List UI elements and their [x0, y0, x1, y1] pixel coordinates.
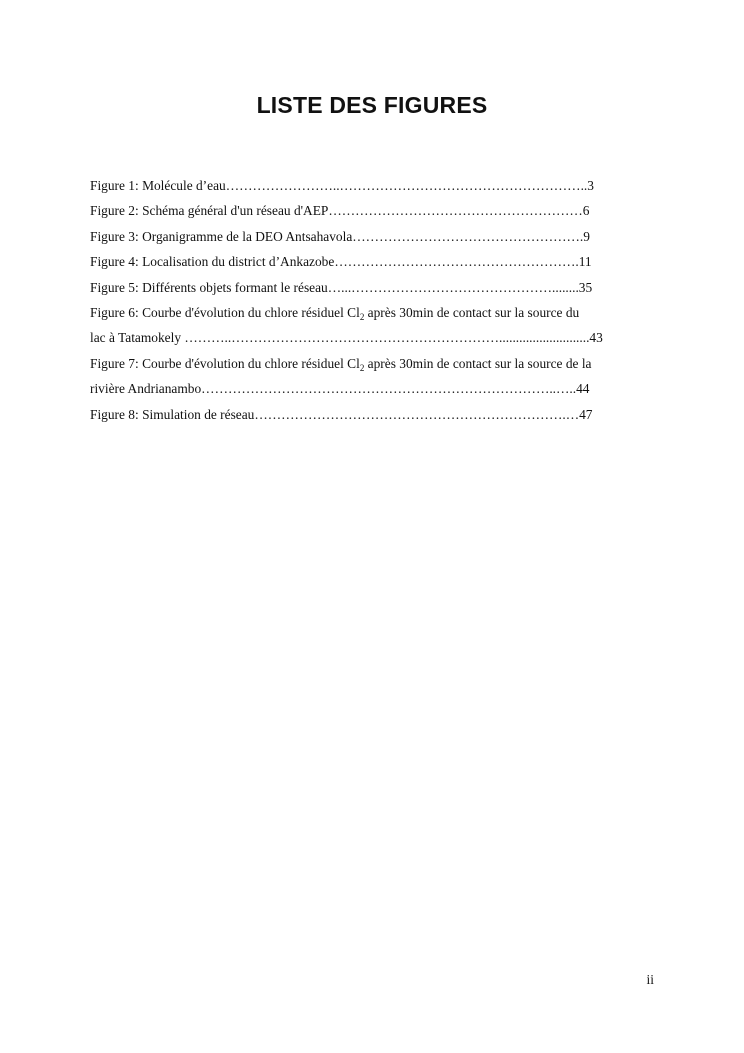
figure-entry-8: Figure 8: Simulation de réseau…………………………………………………………….…47 [90, 406, 593, 422]
figure-entry-7-subscript: 2 [359, 362, 365, 373]
page-number: ii [646, 972, 654, 987]
figure-entry-5: Figure 5: Différents objets formant le réseau…...………………………………………........35 [90, 279, 593, 295]
figure-entry-2: Figure 2: Schéma général d'un réseau d'AEP…………………………………………………6 [90, 203, 590, 219]
figure-entry-3: Figure 3: Organigramme de la DEO Antsahavola…………………………………………….9 [90, 228, 590, 244]
figure-entry-6-line-1 [90, 300, 653, 325]
page-title: LISTE DES FIGURES [256, 92, 488, 118]
figure-entry-7-line-1 [90, 351, 653, 376]
figure-entry-6-text-a: Figure 6: Courbe d'évolution du chlore résiduel Cl [90, 305, 360, 321]
figure-entry-6-text-b: après 30min de contact sur la source du [364, 305, 580, 321]
figure-list [90, 173, 653, 427]
figure-entry-7-line-2: rivière Andrianambo……………………………………………………………………..…..44 [90, 381, 590, 397]
figure-entry-6 [90, 300, 653, 351]
figure-entry-7-text-b: après 30min de contact sur la source de la [364, 355, 592, 371]
figure-entry-7-text-a: Figure 7: Courbe d'évolution du chlore résiduel Cl [90, 355, 360, 371]
figure-entry-6-line-2: lac à Tatamokely ………..……………………………………………………...........................43 [90, 330, 603, 346]
figure-entry-4: Figure 4: Localisation du district d’Ankazobe……………………………………………….11 [90, 254, 592, 270]
figure-entry-6-subscript: 2 [359, 312, 365, 323]
figure-entry-1: Figure 1: Molécule d’eau……………………..………………………………………………..3 [90, 178, 594, 193]
figure-entry-7 [90, 351, 653, 402]
